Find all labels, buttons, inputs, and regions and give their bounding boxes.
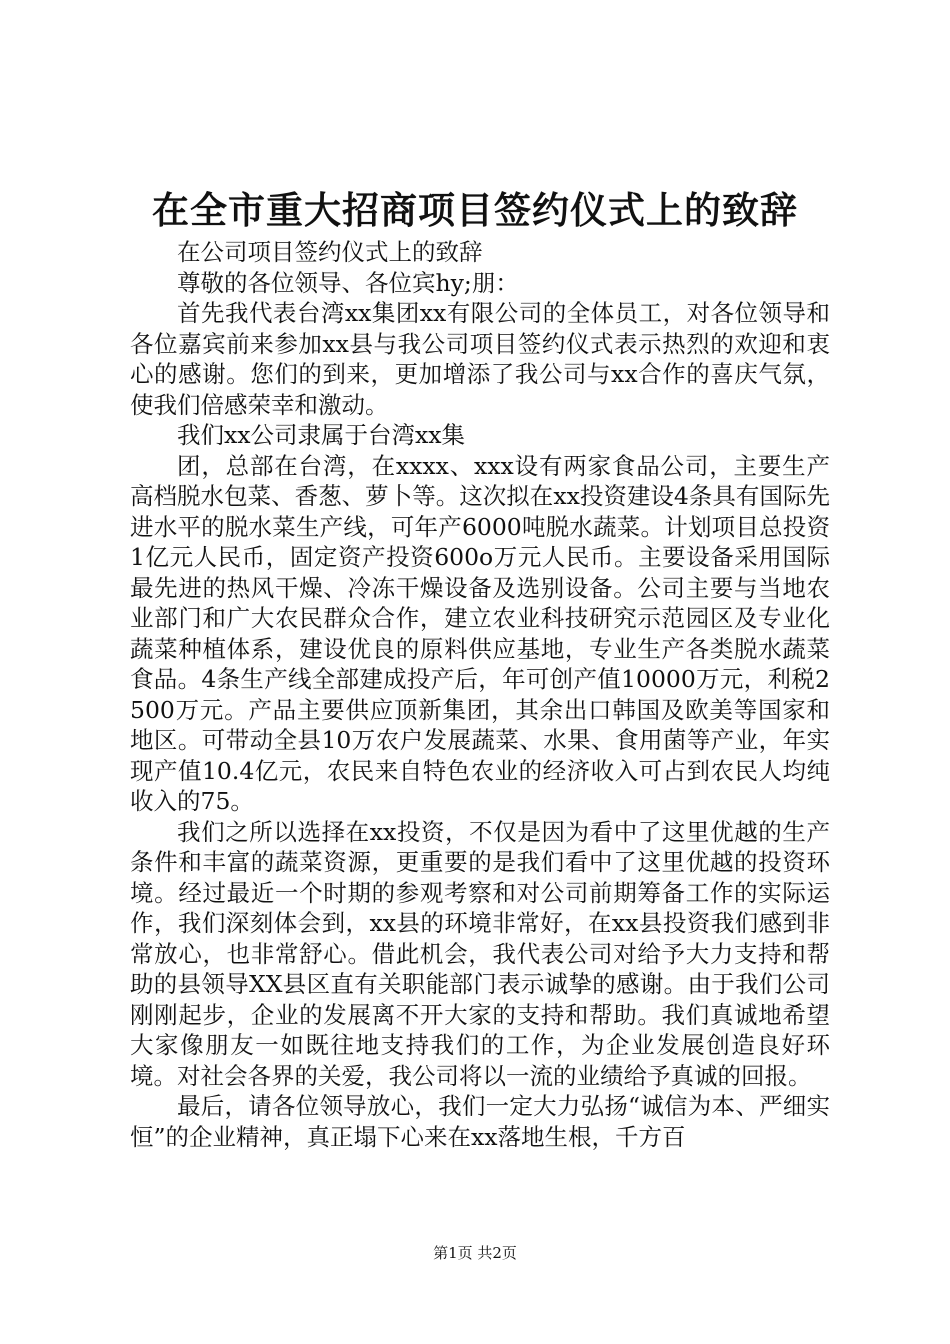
document-body <box>130 237 830 1152</box>
paragraph-company-intro: 我们xx公司隶属于台湾xx集 <box>177 421 466 449</box>
document-title: 在全市重大招商项目签约仪式上的致辞 <box>152 188 798 232</box>
paragraph-salutation: 尊敬的各位领导、各位宾hy;朋： <box>177 268 519 297</box>
paragraph-project-details: 团，总部在台湾，在xxxx、xxx设有两家食品公司，主要生产高档脱水包菜、香葱、萝卜等。这次拟在xx投资建设4条具有国际先进水平的脱水菜生产线，可年产6000吨脱水蔬菜。计划项目总投资1亿元人民币，固定资产投资600o万元人民币。主要设备采用国际最先进的热风干燥、冷冻干燥设备及选别设备。公司主要与当地农业部门和广大农民群众合作，建立农业科技研究示范园区及专业化蔬菜种植体系，建设优良的原料供应基地，专业生产各类脱水蔬菜食品。4条生产线全部建成投产后，年可创产值10000万元，利税2500万元。产品主要供应顶新集团，其余出口韩国及欧美等国家和地区。可带动全县10万农户发展蔬菜、水果、食用菌等产业，年实现产值10.4亿元，农民来自特色农业的经济收入可占到农民人均纯收入的75。 <box>130 451 830 815</box>
paragraph-subtitle: 在公司项目签约仪式上的致辞 <box>177 238 483 266</box>
paragraph-welcome: 首先我代表台湾xx集团xx有限公司的全体员工，对各位领导和各位嘉宾前来参加xx县与我公司项目签约仪式表示热烈的欢迎和衷心的感谢。您们的到来，更加增添了我公司与xx合作的喜庆气氛，使我们倍感荣幸和激动。 <box>130 299 830 419</box>
paragraph-investment-reason: 我们之所以选择在xx投资，不仅是因为看中了这里优越的生产条件和丰富的蔬菜资源，更重要的是我们看中了这里优越的投资环境。经过最近一个时期的参观考察和对公司前期筹备工作的实际运作，我们深刻体会到，xx县的环境非常好，在xx县投资我们感到非常放心，也非常舒心。借此机会，我代表公司对给予大力支持和帮助的县领导XX县区直有关职能部门表示诚挚的感谢。由于我们公司刚刚起步，企业的发展离不开大家的支持和帮助。我们真诚地希望大家像朋友一如既往地支持我们的工作，为企业发展创造良好环境。对社会各界的关爱，我公司将以一流的业绩给予真诚的回报。 <box>130 817 830 1090</box>
page-indicator: 第1页 共2页 <box>433 1244 517 1262</box>
paragraph-closing: 最后，请各位领导放心，我们一定大力弘扬“诚信为本、严细实恒”的企业精神，真正塌下心来在xx落地生根，千方百 <box>130 1092 830 1151</box>
